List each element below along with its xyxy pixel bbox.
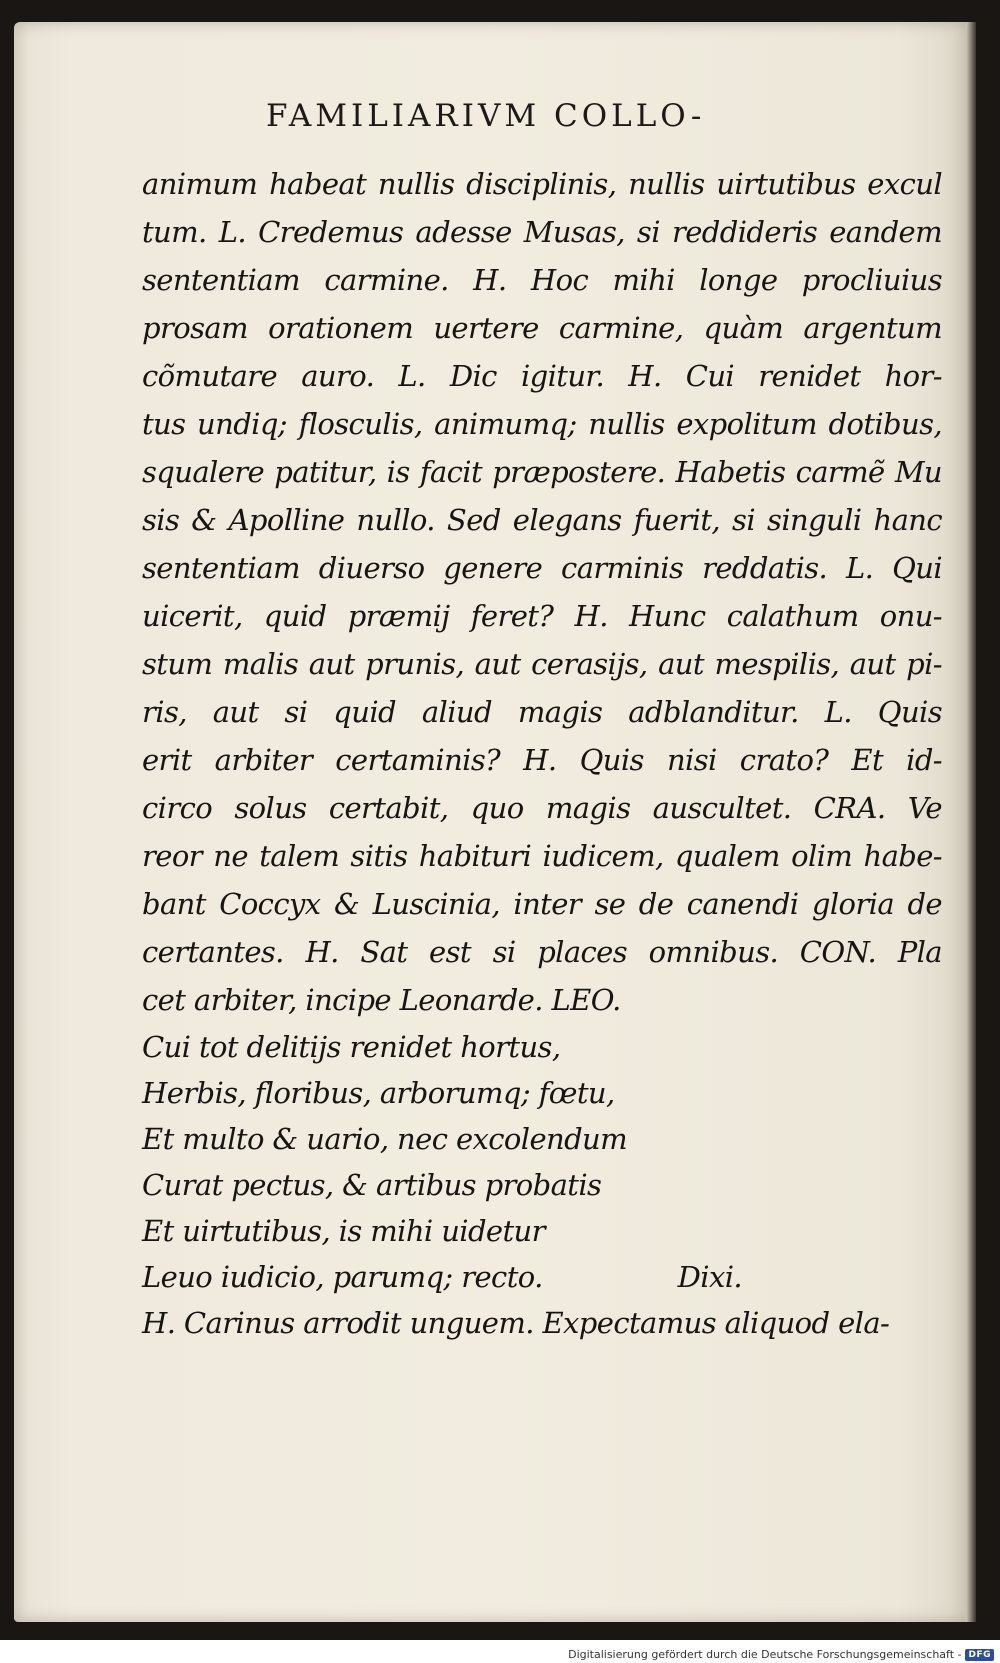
verse-line: Cui tot delitijs renidet hortus, bbox=[142, 1030, 561, 1064]
prose-line: sententiam carmine. H. Hoc mihi longe procliuius bbox=[142, 263, 942, 297]
prose-line: certantes. H. Sat est si places omnibus. CON. Pla bbox=[142, 935, 942, 969]
prose-line: sententiam diuerso genere carminis reddatis. L. Qui bbox=[142, 551, 942, 585]
prose-line: circo solus certabit, quo magis auscultet. CRA. Ve bbox=[142, 791, 942, 825]
verse-final-line bbox=[142, 1254, 742, 1300]
prose-line: uicerit, quid præmij feret? H. Hunc calathum onu- bbox=[142, 599, 942, 633]
verse-line: Curat pectus, & artibus probatis bbox=[142, 1168, 602, 1202]
prose-line: ris, aut si quid aliud magis adblanditur. L. Quis bbox=[142, 695, 942, 729]
prose-line: bant Coccyx & Luscinia, inter se de canendi gloria de bbox=[142, 887, 942, 921]
text-block bbox=[142, 160, 942, 1346]
verse-line: Et uirtutibus, is mihi uidetur bbox=[142, 1214, 545, 1248]
prose-line: squalere patitur, is facit præpostere. Habetis carmẽ Mu bbox=[142, 455, 942, 489]
prose-line: animum habeat nullis disciplinis, nullis uirtutibus excul bbox=[142, 167, 942, 201]
prose-line: cõmutare auro. L. Dic igitur. H. Cui renidet hor- bbox=[142, 359, 942, 393]
prose-line: tum. L. Credemus adesse Musas, si reddideris eandem bbox=[142, 215, 942, 249]
credit-text: Digitalisierung gefördert durch die Deutsche Forschungsgemeinschaft - bbox=[568, 1648, 962, 1661]
prose-line: stum malis aut prunis, aut cerasijs, aut mespilis, aut pi- bbox=[142, 647, 942, 681]
dfg-logo-icon: DFG bbox=[965, 1649, 994, 1661]
prose-line: prosam orationem uertere carmine, quàm argentum bbox=[142, 311, 942, 345]
prose-line: tus undiq; flosculis, animumq; nullis expolitum dotibus, bbox=[142, 407, 942, 441]
prose-line: sis & Apolline nullo. Sed elegans fuerit, si singuli hanc bbox=[142, 503, 942, 537]
verse-final-text: Leuo iudicio, parumq; recto. bbox=[142, 1260, 543, 1294]
verse-line: Herbis, floribus, arborumq; fœtu, bbox=[142, 1076, 615, 1110]
verse-signoff: Dixi. bbox=[677, 1260, 742, 1294]
digitization-credit bbox=[568, 1648, 994, 1661]
running-title: FAMILIARIVM COLLO- bbox=[266, 98, 706, 134]
prose-line: erit arbiter certaminis? H. Quis nisi crato? Et id- bbox=[142, 743, 942, 777]
closing-line: H. Carinus arrodit unguem. Expectamus aliquod ela- bbox=[142, 1306, 890, 1340]
verse-line: Et multo & uario, nec excolendum bbox=[142, 1122, 628, 1156]
prose-line: reor ne talem sitis habituri iudicem, qualem olim habe- bbox=[142, 839, 942, 873]
page-edge bbox=[966, 22, 976, 1622]
prose-line: cet arbiter, incipe Leonarde. LEO. bbox=[142, 983, 621, 1017]
